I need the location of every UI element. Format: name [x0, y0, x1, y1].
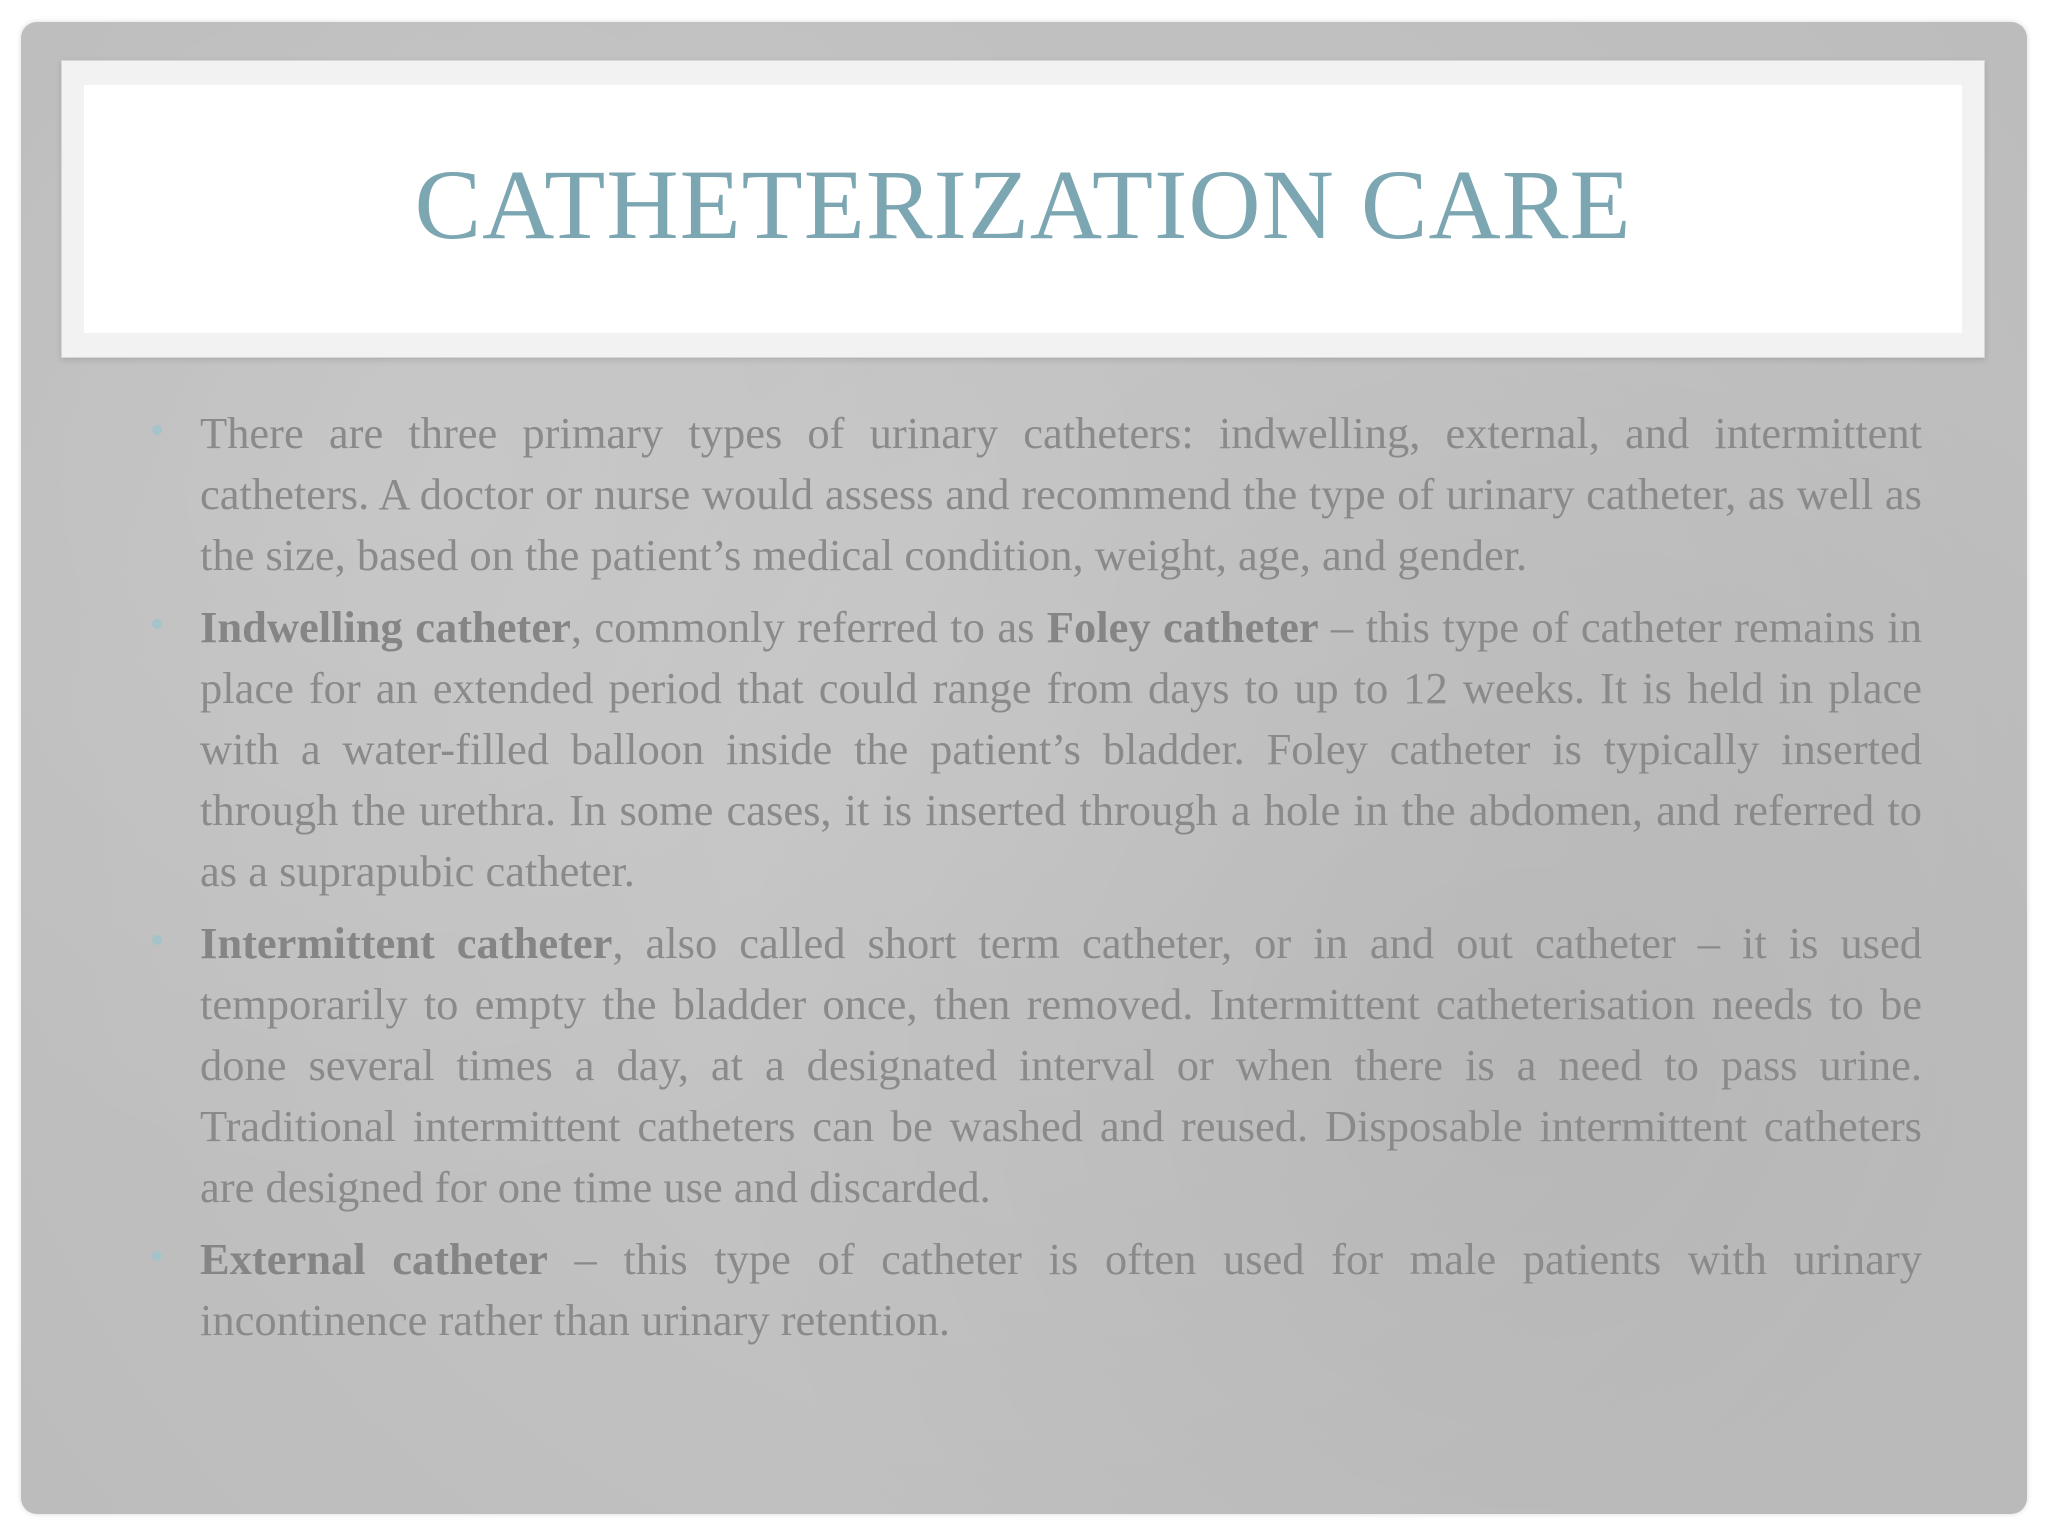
title-box	[84, 85, 1962, 333]
bullet-icon	[152, 619, 162, 629]
slide	[21, 22, 2027, 1514]
bullet-icon	[152, 425, 162, 435]
bullet-term: Intermittent catheter	[200, 918, 613, 968]
bullet-item	[200, 1229, 1922, 1351]
bullet-term: Foley catheter	[1046, 602, 1319, 652]
bullet-text: , also called short term catheter, or in and out catheter – it is used temporarily to empty the bladder once, then removed. Intermittent catheterisation needs to be done several times a day, at a designated interval or when there is a need to pass urine. Traditional intermittent catheters can be washed and reused. Disposable intermittent catheters are designed for one time use and discarded.	[200, 918, 1922, 1212]
bullet-text: – this type of catheter is often used for male patients with urinary incontinence rather than urinary retention.	[200, 1234, 1922, 1345]
bullet-item	[200, 403, 1922, 586]
bullet-item	[200, 597, 1922, 902]
bullet-icon	[152, 1251, 162, 1261]
slide-title: CATHETERIZATION CARE	[414, 149, 1632, 260]
title-frame	[61, 60, 1985, 358]
bullet-icon	[152, 935, 162, 945]
bullet-text: – this type of catheter remains in place for an extended period that could range from days to up to 12 weeks. It is held in place with a water-filled balloon inside the patient’s bladder. Foley catheter is typically inserted through the urethra. In some cases, it is inserted through a hole in the abdomen, and referred to as a suprapubic catheter.	[200, 602, 1922, 896]
bullet-text: There are three primary types of urinary catheters: indwelling, external, and intermittent catheters. A doctor or nurse would assess and recommend the type of urinary catheter, as well as the size, based on the patient’s medical condition, weight, age, and gender.	[200, 408, 1922, 580]
bullet-term: External catheter	[200, 1234, 548, 1284]
bullet-text: , commonly referred to as	[570, 602, 1047, 652]
bullet-item	[200, 913, 1922, 1218]
bullet-list	[200, 403, 1922, 1362]
bullet-term: Indwelling catheter	[200, 602, 571, 652]
